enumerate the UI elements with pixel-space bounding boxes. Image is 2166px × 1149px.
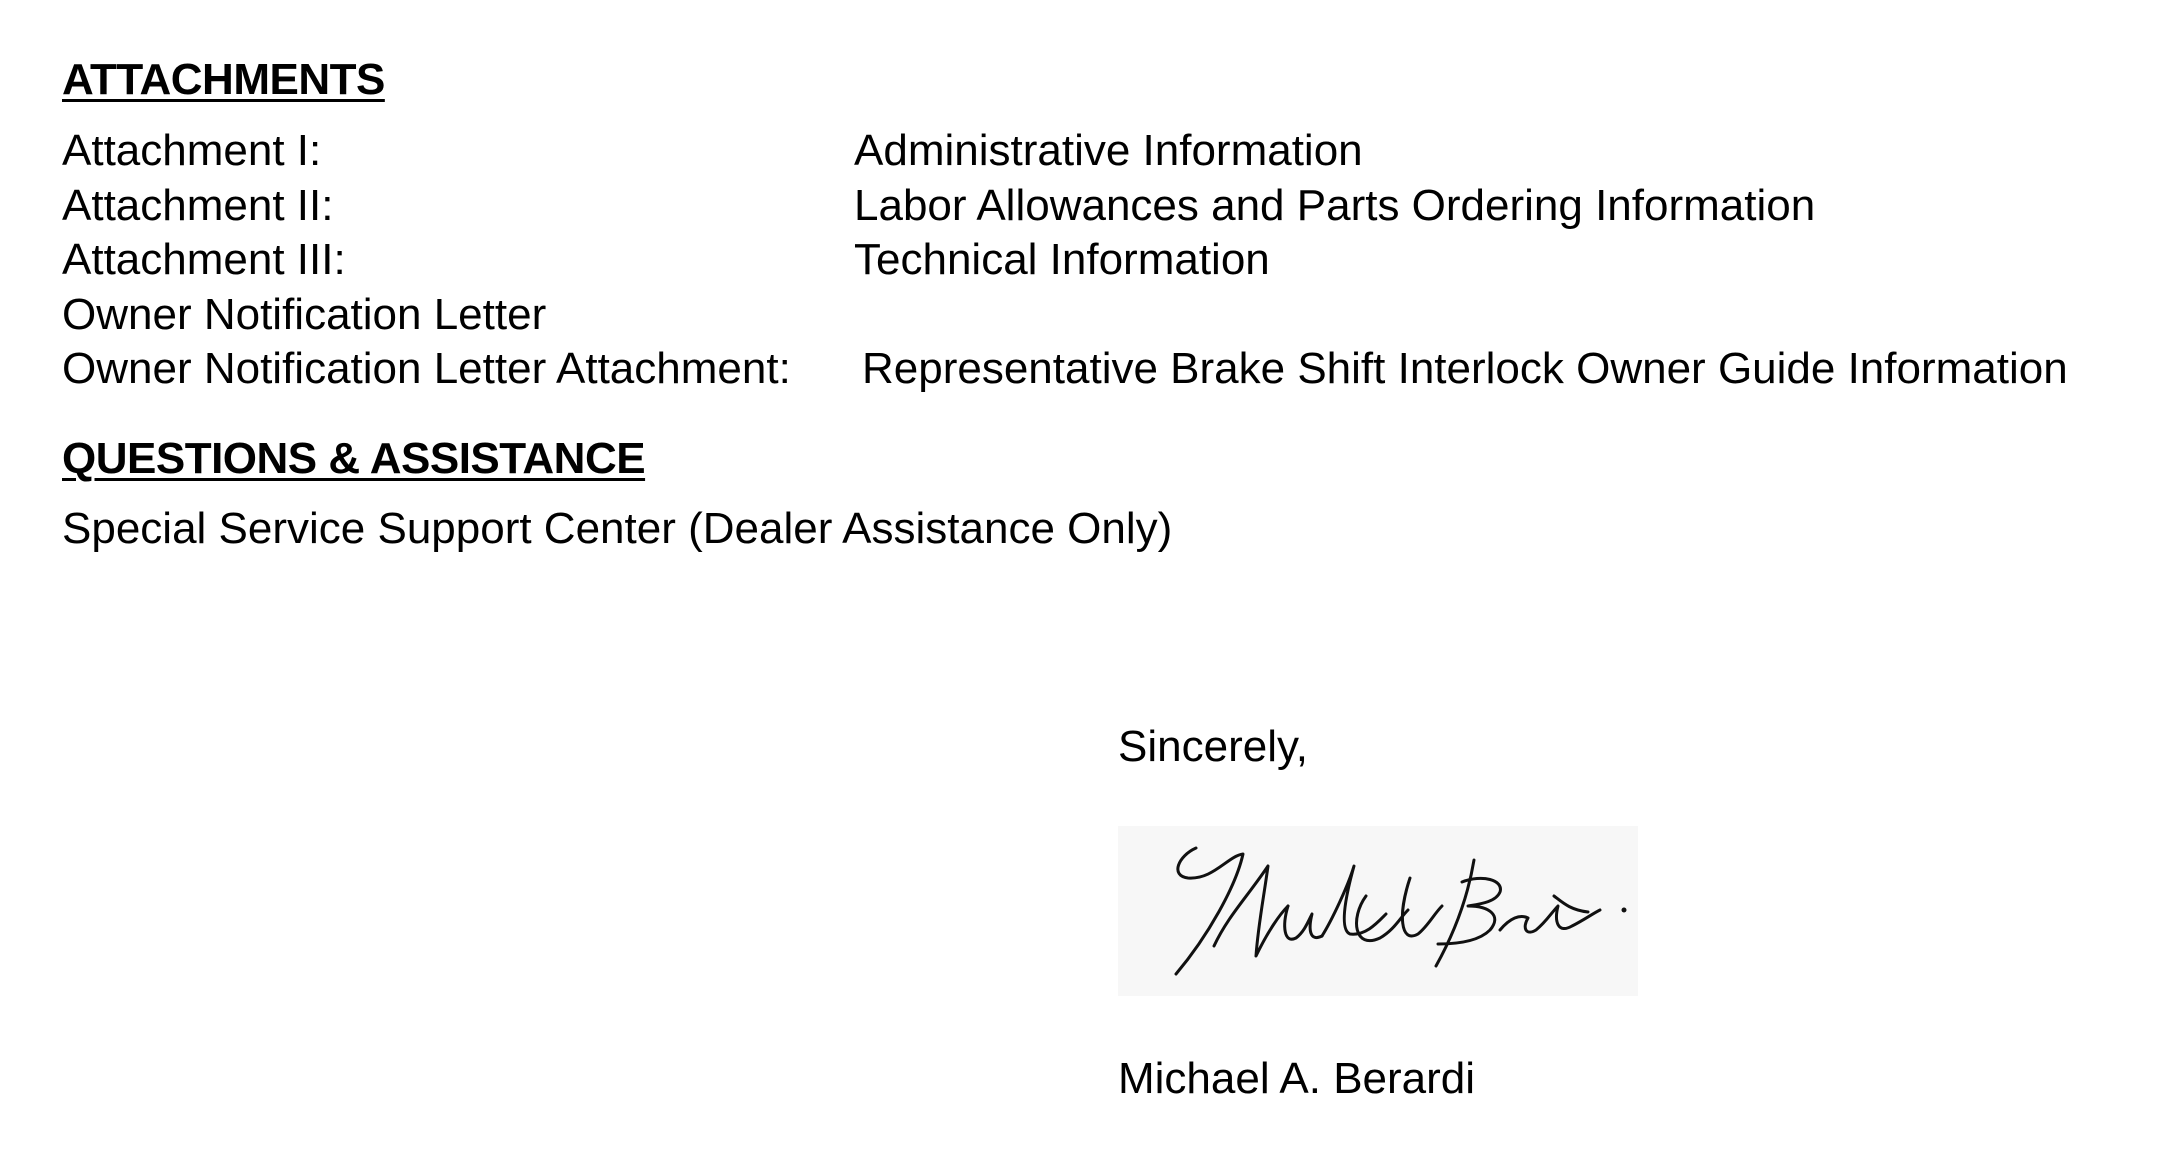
support-center-text: Special Service Support Center (Dealer Assistance Only) [62,504,1173,553]
attachment-description: Representative Brake Shift Interlock Owner Guide Information [862,344,2068,393]
attachment-row [62,179,2142,234]
attachments-heading: ATTACHMENTS [62,55,385,104]
attachment-row [62,342,2142,397]
attachment-label: Owner Notification Letter Attachment: [62,344,791,393]
attachment-description: Technical Information [854,235,1270,284]
attachment-row [62,124,2142,179]
attachment-description: Administrative Information [854,126,1363,175]
attachments-list [62,124,2142,397]
questions-heading: QUESTIONS & ASSISTANCE [62,434,646,483]
attachment-description: Labor Allowances and Parts Ordering Information [854,180,1816,230]
attachment-row [62,288,2142,343]
attachment-label: Owner Notification Letter [62,289,547,339]
attachment-label: Attachment III: [62,235,346,284]
attachment-label: Attachment I: [62,126,322,175]
attachment-label: Attachment II: [62,180,334,230]
signer-name: Michael A. Berardi [1118,1054,1476,1103]
closing-salutation: Sincerely, [1118,722,1308,771]
signature-icon [1118,826,1638,996]
attachment-row [62,233,2142,288]
